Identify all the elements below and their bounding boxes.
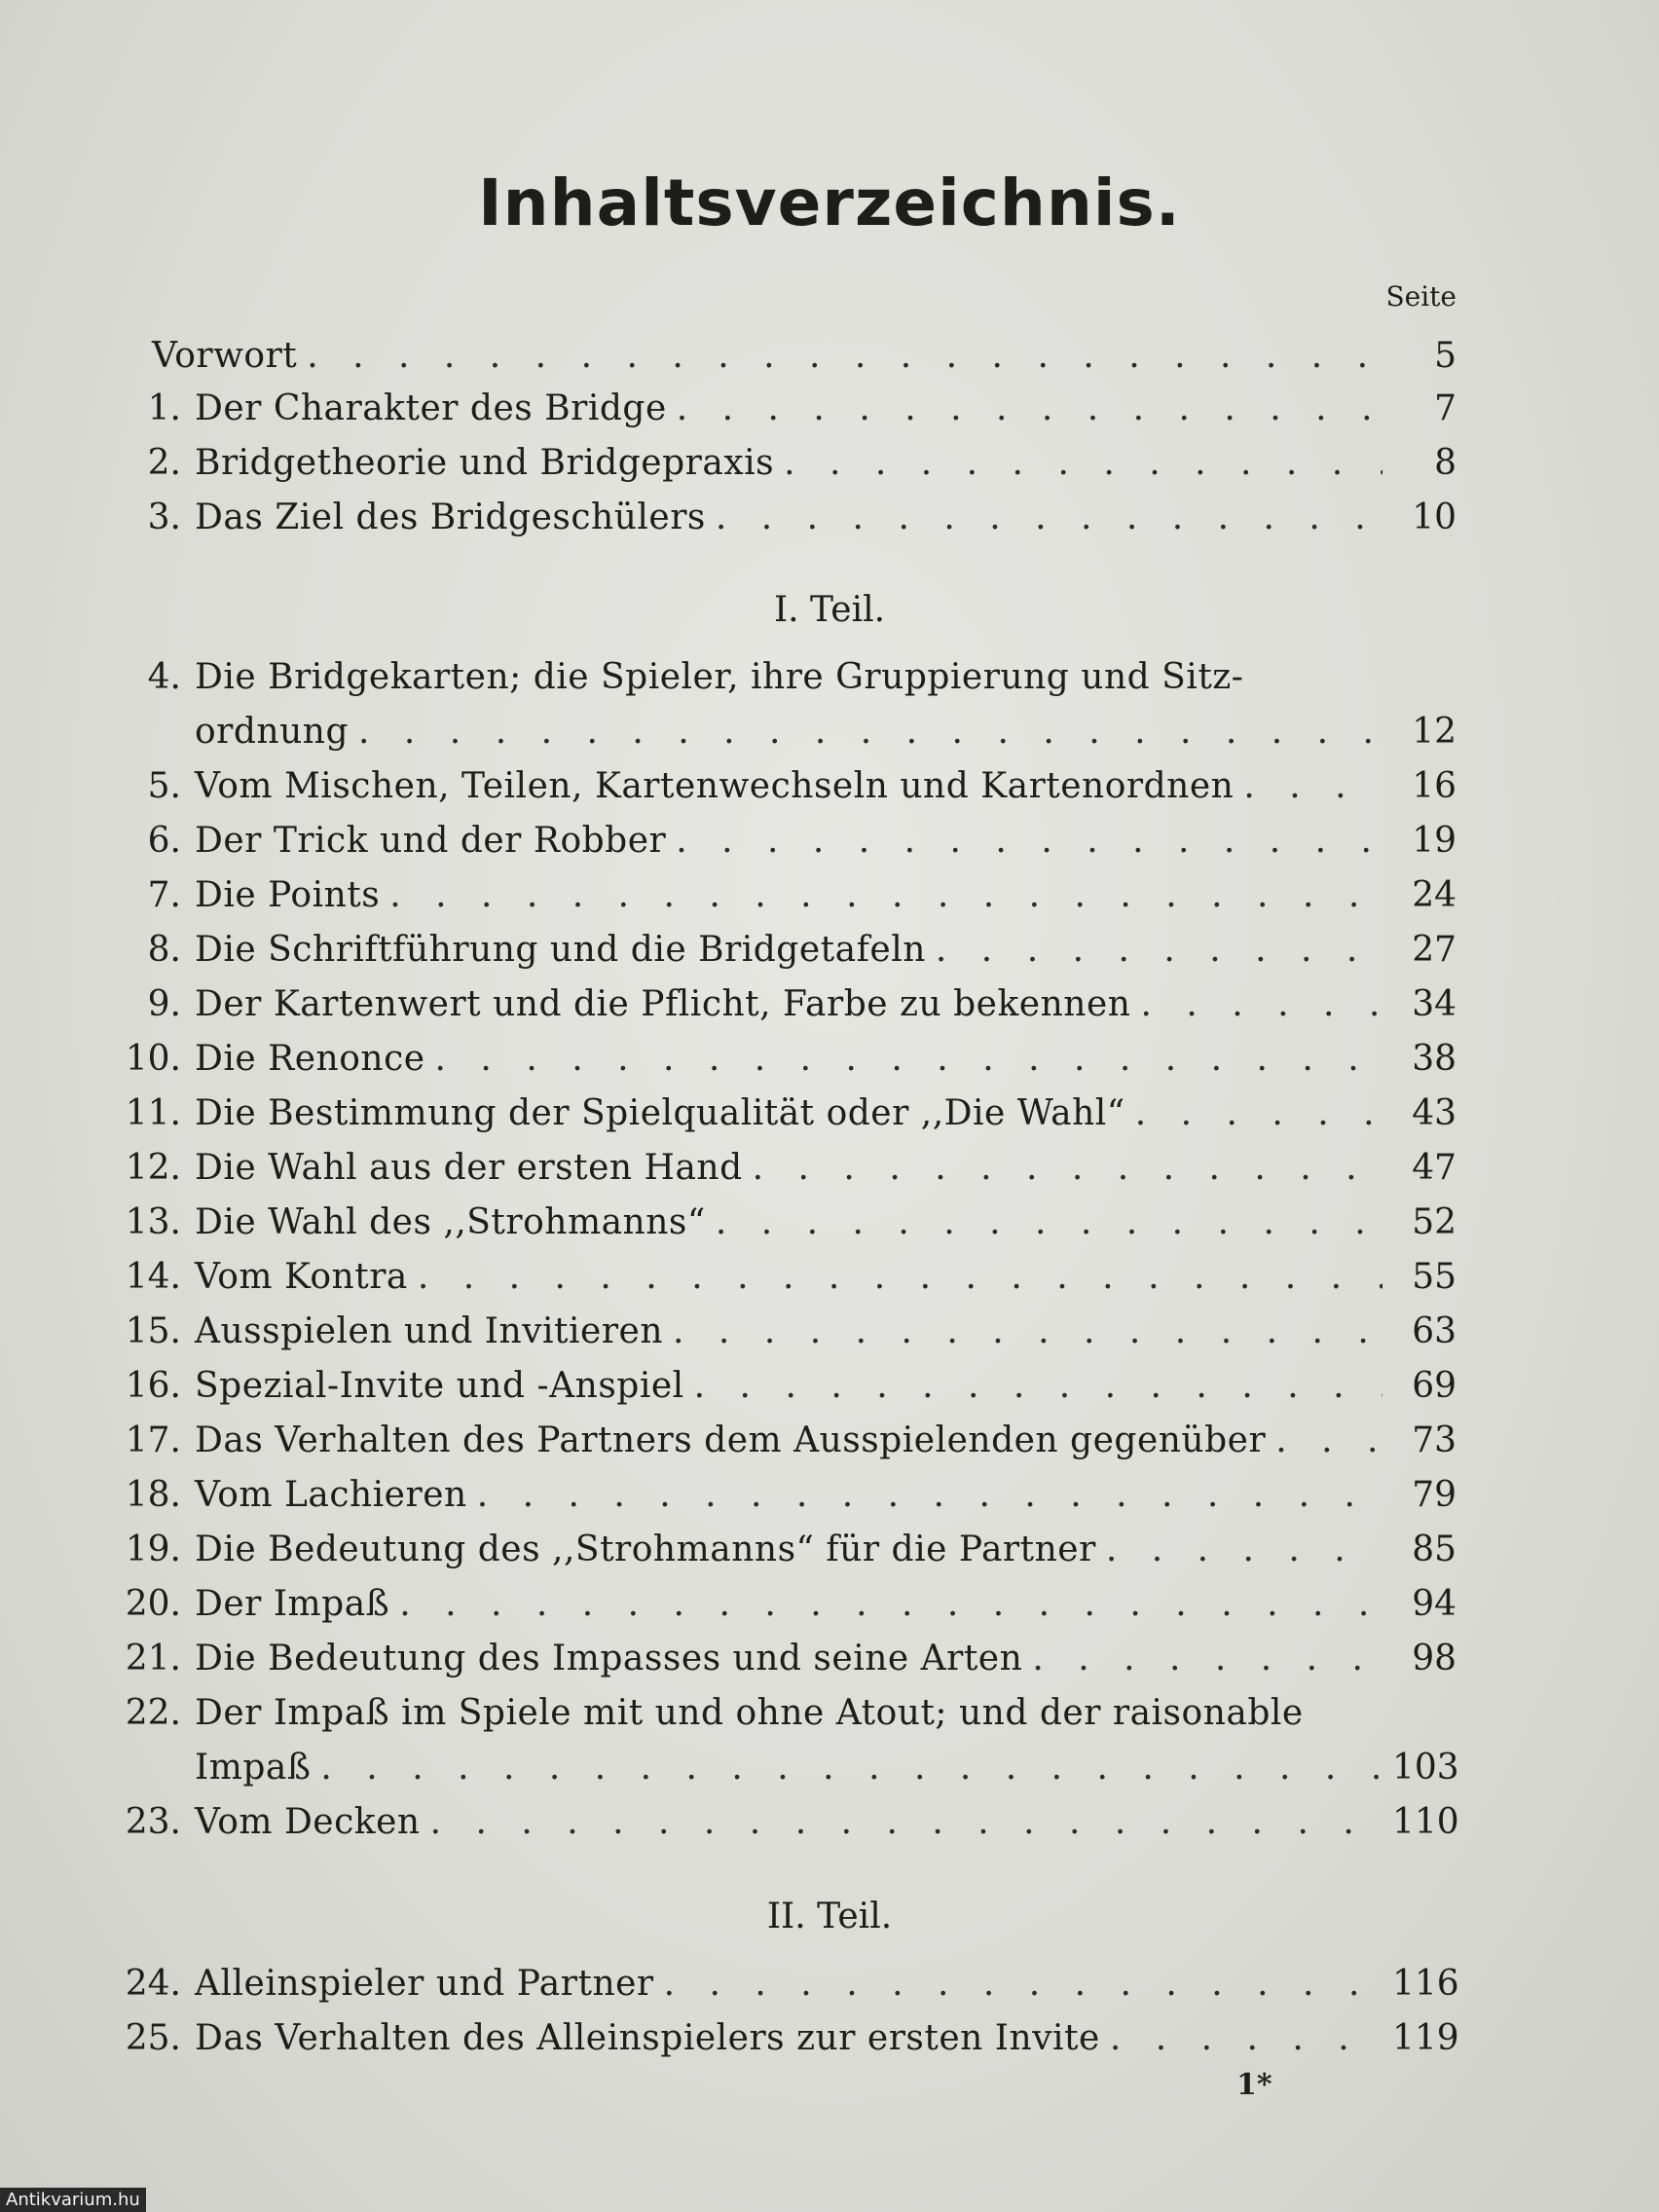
- toc-entry-page: 110: [1392, 1802, 1459, 1842]
- toc-entry-label: Die Points: [195, 875, 381, 915]
- toc-entry-number: 3.: [147, 498, 181, 537]
- toc-entry-label: Vom Kontra: [195, 1257, 408, 1297]
- toc-entry-number: 8.: [147, 930, 181, 970]
- toc-entry-page: 16: [1412, 766, 1456, 806]
- dot-leader: [358, 705, 1382, 759]
- toc-entry-label: Die Bedeutung des Impasses und seine Arten: [195, 1639, 1023, 1678]
- toc-entry: [97, 705, 1456, 759]
- dot-leader: [418, 1250, 1382, 1305]
- dot-leader: [664, 1957, 1382, 2011]
- toc-entry-number: 9.: [147, 984, 181, 1024]
- toc-entry-label: Die Wahl des ,,Strohmanns“: [195, 1202, 706, 1242]
- toc-entry-page: 69: [1412, 1366, 1456, 1406]
- toc-entry-label: Der Charakter des Bridge: [195, 388, 667, 428]
- toc-entry: [97, 382, 1456, 436]
- toc-entry: [97, 1032, 1456, 1087]
- toc-entry: [97, 436, 1456, 491]
- toc-entry-number: 5.: [147, 766, 181, 806]
- toc-entry: [97, 1305, 1456, 1359]
- page-title: Inhaltsverzeichnis.: [478, 166, 1181, 240]
- toc-entry: [97, 1957, 1459, 2011]
- toc-entry-number: 10.: [125, 1039, 181, 1079]
- toc-entry: [97, 1141, 1456, 1196]
- toc-entry: [97, 1250, 1456, 1305]
- dot-leader: [1135, 1087, 1382, 1141]
- toc-entry-number: 16.: [125, 1366, 181, 1406]
- toc-entry-number: 22.: [125, 1693, 181, 1733]
- toc-entry-page: 73: [1412, 1420, 1456, 1460]
- dot-leader: [320, 1741, 1382, 1795]
- toc-entry: [97, 650, 1456, 705]
- watermark: Antikvarium.hu: [0, 2188, 146, 2212]
- toc-entry: [152, 329, 1456, 384]
- toc-entry-number: 1.: [147, 388, 181, 428]
- toc-entry-page: 19: [1412, 821, 1456, 861]
- toc-entry: [97, 1686, 1456, 1741]
- toc-entry-page: 119: [1392, 2018, 1459, 2058]
- toc-entry-page: 116: [1392, 1964, 1459, 2004]
- dot-leader: [1106, 1523, 1382, 1577]
- toc-entry-number: 2.: [147, 443, 181, 483]
- toc-entry-label: Die Bedeutung des ,,Strohmanns“ für die Partner: [195, 1530, 1096, 1569]
- toc-entry: [97, 1414, 1456, 1468]
- dot-leader: [784, 436, 1382, 491]
- toc-entry-number: 21.: [125, 1639, 181, 1678]
- toc-entry-label: Bridgetheorie und Bridgepraxis: [195, 443, 775, 483]
- dot-leader: [435, 1032, 1382, 1087]
- toc-entry-number: 4.: [147, 657, 181, 697]
- toc-entry: [97, 1632, 1456, 1686]
- toc-entry: [97, 759, 1456, 814]
- toc-entry-number: 13.: [125, 1202, 181, 1242]
- toc-entry-page: 10: [1412, 498, 1456, 537]
- toc-entry-page: 98: [1412, 1639, 1456, 1678]
- dot-leader: [673, 1305, 1382, 1359]
- toc-entry-number: 20.: [125, 1584, 181, 1624]
- toc-entry-page: 12: [1412, 712, 1456, 752]
- toc-entry-number: 11.: [125, 1093, 181, 1133]
- toc-entry: [97, 1468, 1456, 1523]
- toc-entry-label: Die Bridgekarten; die Spieler, ihre Gruppierung und Sitz-: [195, 657, 1244, 697]
- toc-entry-label: Die Bestimmung der Spielqualität oder ,,Die Wahl“: [195, 1093, 1125, 1133]
- toc-entry: [97, 1523, 1456, 1577]
- toc-entry-label: Spezial-Invite und -Anspiel: [195, 1366, 684, 1406]
- toc-entry-number: 25.: [125, 2018, 181, 2058]
- toc-entry-number: 15.: [125, 1311, 181, 1351]
- toc-entry-label: Der Kartenwert und die Pflicht, Farbe zu bekennen: [195, 984, 1131, 1024]
- toc-entry-label: Impaß: [195, 1748, 312, 1788]
- toc-entry: [97, 491, 1456, 545]
- toc-entry: [97, 1795, 1459, 1850]
- dot-leader: [430, 1795, 1382, 1850]
- part-2-heading: II. Teil.: [766, 1897, 893, 1936]
- dot-leader: [753, 1141, 1382, 1196]
- toc-entry-label: Die Schriftführung und die Bridgetafeln: [195, 930, 926, 970]
- toc-entry-page: 55: [1412, 1257, 1456, 1297]
- toc-entry-number: 14.: [125, 1257, 181, 1297]
- toc-entry-label: Der Trick und der Robber: [195, 821, 667, 861]
- toc-entry-page: 94: [1412, 1584, 1456, 1624]
- dot-leader: [477, 1468, 1382, 1523]
- toc-entry-page: 5: [1434, 336, 1456, 376]
- toc-entry-label: Vom Decken: [195, 1802, 421, 1842]
- toc-entry-page: 8: [1434, 443, 1456, 483]
- toc-entry-number: 19.: [125, 1530, 181, 1569]
- toc-entry-number: 23.: [125, 1802, 181, 1842]
- toc-entry-label: Das Verhalten des Partners dem Ausspielenden gegenüber: [195, 1420, 1267, 1460]
- toc-entry-label: Vorwort: [152, 336, 298, 376]
- toc-entry-page: 43: [1412, 1093, 1456, 1133]
- dot-leader: [716, 491, 1382, 545]
- toc-entry-page: 7: [1434, 388, 1456, 428]
- dot-leader: [1275, 1414, 1382, 1468]
- dot-leader: [676, 814, 1382, 868]
- dot-leader: [1110, 2011, 1382, 2066]
- toc-entry-page: 38: [1412, 1039, 1456, 1079]
- toc-entry-label: Vom Mischen, Teilen, Kartenwechseln und Kartenordnen: [195, 766, 1235, 806]
- toc-entry-page: 103: [1392, 1748, 1459, 1788]
- toc-entry-page: 24: [1412, 875, 1456, 915]
- toc-entry-label: Das Ziel des Bridgeschülers: [195, 498, 706, 537]
- toc-entry-label: Der Impaß: [195, 1584, 390, 1624]
- toc-entry-label: Alleinspieler und Partner: [195, 1964, 654, 2004]
- toc-entry: [97, 868, 1456, 923]
- dot-leader: [389, 868, 1382, 923]
- toc-entry-page: 52: [1412, 1202, 1456, 1242]
- toc-entry: [97, 1196, 1456, 1250]
- toc-entry-number: 7.: [147, 875, 181, 915]
- signature-mark: 1*: [1236, 2068, 1272, 2102]
- toc-entry: [97, 977, 1456, 1032]
- toc-entry: [97, 923, 1456, 977]
- toc-entry: [97, 1577, 1456, 1632]
- toc-entry-page: 79: [1412, 1475, 1456, 1515]
- toc-entry-page: 63: [1412, 1311, 1456, 1351]
- toc-entry: [97, 1741, 1459, 1795]
- dot-leader: [1243, 759, 1382, 814]
- toc-entry-label: Der Impaß im Spiele mit und ohne Atout; und der raisonable: [195, 1693, 1304, 1733]
- toc-entry-page: 85: [1412, 1530, 1456, 1569]
- toc-entry-number: 18.: [125, 1475, 181, 1515]
- toc-entry-page: 27: [1412, 930, 1456, 970]
- toc-entry-number: 12.: [125, 1148, 181, 1188]
- toc-entry-number: 6.: [147, 821, 181, 861]
- part-1-heading: I. Teil.: [773, 590, 886, 630]
- toc-entry-page: 34: [1412, 984, 1456, 1024]
- dot-leader: [677, 382, 1382, 436]
- toc-entry-page: 47: [1412, 1148, 1456, 1188]
- toc-entry-number: 24.: [125, 1964, 181, 2004]
- dot-leader: [1140, 977, 1382, 1032]
- dot-leader: [694, 1359, 1382, 1414]
- toc-entry-label: ordnung: [195, 712, 350, 752]
- toc-entry-label: Ausspielen und Invitieren: [195, 1311, 664, 1351]
- toc-entry-label: Das Verhalten des Alleinspielers zur ersten Invite: [195, 2018, 1100, 2058]
- dot-leader: [1032, 1632, 1382, 1686]
- toc-entry: [97, 2011, 1459, 2066]
- seite-label: Seite: [1385, 280, 1456, 313]
- toc-entry: [97, 1359, 1456, 1414]
- toc-entry-label: Vom Lachieren: [195, 1475, 467, 1515]
- toc-entry-number: 17.: [125, 1420, 181, 1460]
- dot-leader: [399, 1577, 1382, 1632]
- dot-leader: [716, 1196, 1382, 1250]
- dot-leader: [307, 329, 1382, 384]
- toc-entry-label: Die Wahl aus der ersten Hand: [195, 1148, 743, 1188]
- toc-entry: [97, 814, 1456, 868]
- dot-leader: [936, 923, 1382, 977]
- toc-entry-label: Die Renonce: [195, 1039, 425, 1079]
- toc-entry: [97, 1087, 1456, 1141]
